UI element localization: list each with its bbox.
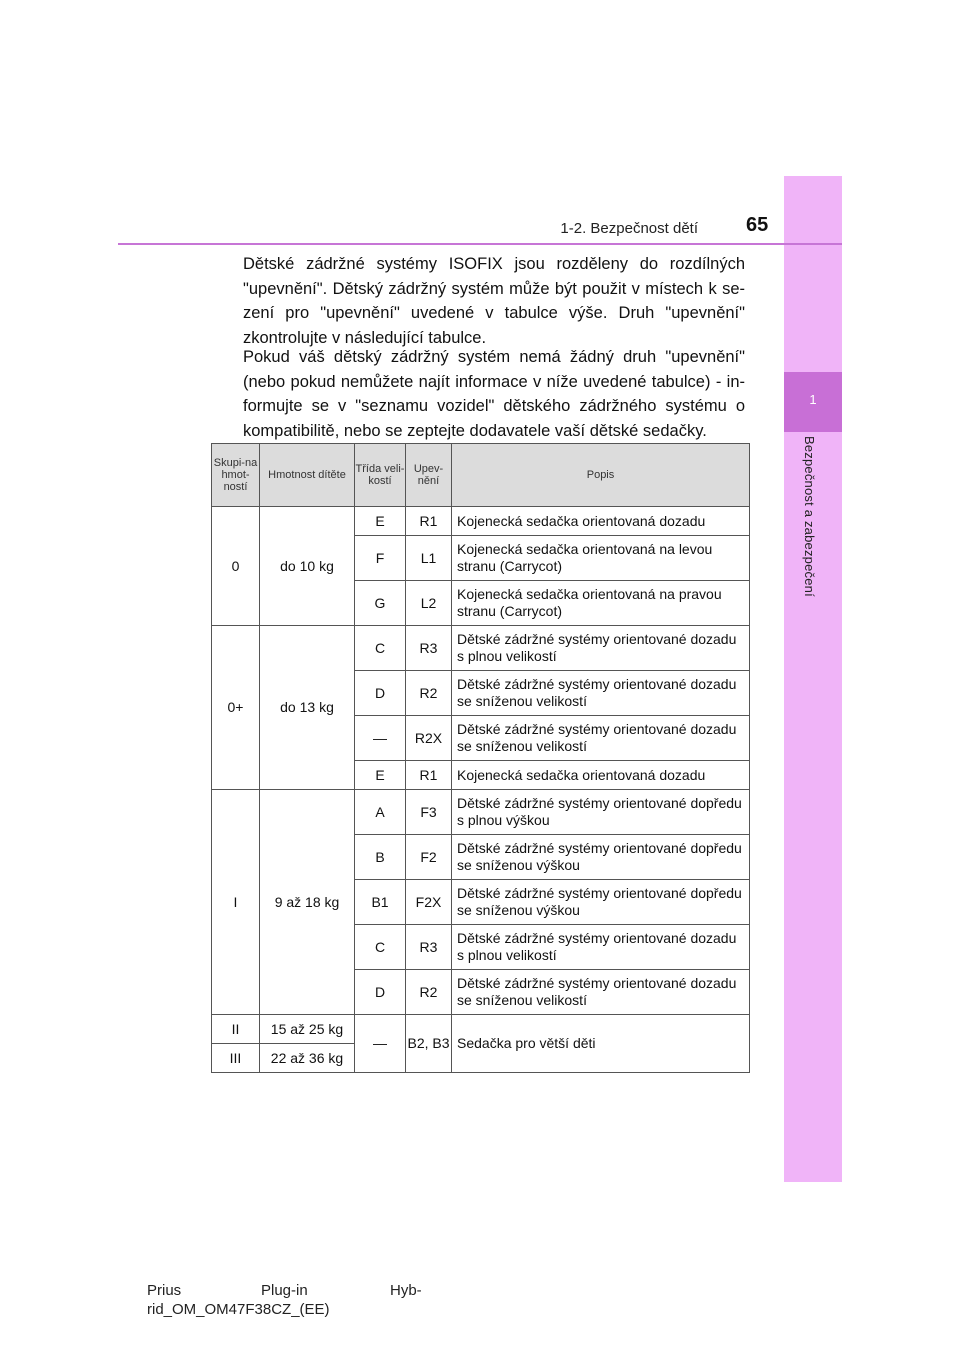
weight-cell: 22 až 36 kg <box>260 1044 355 1073</box>
size-class-cell: B <box>355 835 406 880</box>
fixture-cell: R2 <box>406 671 452 716</box>
footer-word-prius: Prius <box>147 1282 182 1299</box>
description-cell: Dětské zádržné systémy orientované dopředu se sníženou výškou <box>452 835 750 880</box>
size-class-cell: D <box>355 970 406 1015</box>
header-group: Skupi-na hmot-ností <box>212 444 260 507</box>
chapter-number: 1 <box>784 372 842 432</box>
fixture-cell: L2 <box>406 581 452 626</box>
size-class-cell: D <box>355 671 406 716</box>
footer-word-hyb: Hyb- <box>390 1282 422 1299</box>
group-cell: I <box>212 790 260 1015</box>
fixture-cell: L1 <box>406 536 452 581</box>
size-class-cell: A <box>355 790 406 835</box>
size-class-cell: B1 <box>355 880 406 925</box>
header-size-class: Třída veli-kostí <box>355 444 406 507</box>
weight-cell: do 13 kg <box>260 626 355 790</box>
fixture-cell: R1 <box>406 507 452 536</box>
description-cell: Dětské zádržné systémy orientované dopředu se sníženou výškou <box>452 880 750 925</box>
description-cell: Dětské zádržné systémy orientované dopředu s plnou výškou <box>452 790 750 835</box>
page-number: 65 <box>746 214 769 236</box>
fixture-cell: R1 <box>406 761 452 790</box>
table-row <box>212 507 750 536</box>
description-cell: Dětské zádržné systémy orientované dozadu se sníženou velikostí <box>452 716 750 761</box>
description-cell: Dětské zádržné systémy orientované dozadu s plnou velikostí <box>452 925 750 970</box>
fixture-cell: F2 <box>406 835 452 880</box>
fixture-cell: R2X <box>406 716 452 761</box>
header-fixture: Upev-nění <box>406 444 452 507</box>
group-cell: II <box>212 1015 260 1044</box>
description-cell: Kojenecká sedačka orientovaná dozadu <box>452 761 750 790</box>
size-class-cell: — <box>355 1015 406 1073</box>
footer-document-code: rid_OM_OM47F38CZ_(EE) <box>147 1301 330 1318</box>
fixture-cell: B2, B3 <box>406 1015 452 1073</box>
paragraph-isofix-intro: Dětské zádržné systémy ISOFIX jsou rozděleny do rozdílných "upevnění". Dětský zádržný systém může být použit v místech k se-zení pro "upevnění" uvedené v tabulce výše. Druh "upevnění" zkontrolujte v následující tabulce. <box>243 255 745 347</box>
section-title: 1-2. Bezpečnost dětí <box>560 220 698 237</box>
description-cell: Sedačka pro větší děti <box>452 1015 750 1073</box>
description-cell: Dětské zádržné systémy orientované dozadu s plnou velikostí <box>452 626 750 671</box>
chapter-side-tab <box>784 176 842 1182</box>
group-cell: III <box>212 1044 260 1073</box>
fixture-cell: F2X <box>406 880 452 925</box>
table-row <box>212 1015 750 1044</box>
weight-cell: 15 až 25 kg <box>260 1015 355 1044</box>
size-class-cell: E <box>355 761 406 790</box>
fixture-cell: F3 <box>406 790 452 835</box>
size-class-cell: G <box>355 581 406 626</box>
chapter-title-vertical <box>784 436 842 696</box>
header-description: Popis <box>452 444 750 507</box>
header-divider <box>118 243 842 245</box>
weight-cell: 9 až 18 kg <box>260 790 355 1015</box>
chapter-title: Bezpečnost a zabezpečení <box>802 436 817 597</box>
paragraph-isofix-advice: Pokud váš dětský zádržný systém nemá žádný druh "upevnění" (nebo pokud nemůžete najít informace v níže uvedené tabulce) - in-formujte se v "seznamu vozidel" dětského zádržného systému o kompatibilitě, nebo se zeptejte dodavatele vaší dětské sedačky. <box>243 348 745 440</box>
description-cell: Dětské zádržné systémy orientované dozadu se sníženou velikostí <box>452 970 750 1015</box>
size-class-cell: C <box>355 925 406 970</box>
size-class-cell: — <box>355 716 406 761</box>
header-weight: Hmotnost dítěte <box>260 444 355 507</box>
size-class-cell: F <box>355 536 406 581</box>
group-cell: 0+ <box>212 626 260 790</box>
table-header-row <box>212 444 750 507</box>
description-cell: Kojenecká sedačka orientovaná na pravou stranu (Carrycot) <box>452 581 750 626</box>
group-cell: 0 <box>212 507 260 626</box>
table-row <box>212 626 750 671</box>
fixture-cell: R3 <box>406 626 452 671</box>
table-row <box>212 790 750 835</box>
size-class-cell: E <box>355 507 406 536</box>
fixture-cell: R2 <box>406 970 452 1015</box>
description-cell: Kojenecká sedačka orientovaná dozadu <box>452 507 750 536</box>
fixture-cell: R3 <box>406 925 452 970</box>
isofix-fixture-table <box>211 443 750 1073</box>
size-class-cell: C <box>355 626 406 671</box>
description-cell: Dětské zádržné systémy orientované dozadu se sníženou velikostí <box>452 671 750 716</box>
weight-cell: do 10 kg <box>260 507 355 626</box>
footer-word-plugin: Plug-in <box>261 1282 308 1299</box>
description-cell: Kojenecká sedačka orientovaná na levou stranu (Carrycot) <box>452 536 750 581</box>
